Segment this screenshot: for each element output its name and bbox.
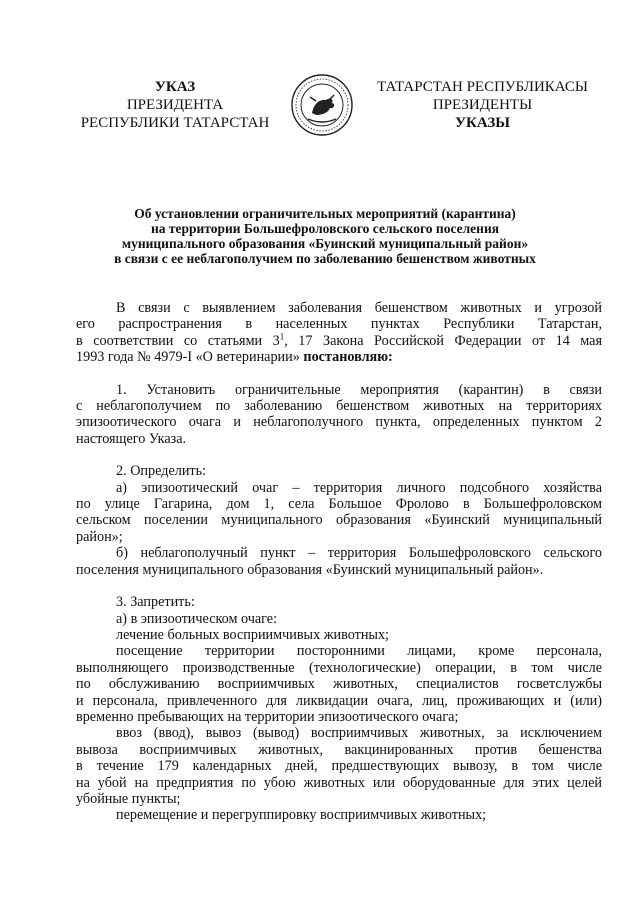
text-line: перемещение и перегруппировку восприимчивых животных; [116, 807, 487, 824]
title-line: на территории Большефроловского сельского поселения [150, 221, 500, 236]
header-left-line-1: УКАЗ [154, 79, 196, 95]
text-line: а) в эпизоотическом очаге: [116, 610, 278, 627]
text-line: сельском поселении муниципального образования «Буинский муниципальный [76, 512, 602, 529]
text-line: поселения муниципального образования «Буинский муниципальный район». [76, 561, 544, 578]
text-line: район»; [76, 528, 123, 545]
text-line: на убой на предприятия по убою животных или оборудованные для этих целей [76, 774, 602, 791]
decree-verb: постановляю: [303, 349, 393, 366]
text-line: по улице Гагарина, дом 1, села Большое Фролово в Большефроловском [76, 496, 602, 513]
text-line: и персонала, привлеченного для ликвидации очага, лиц, проживающих и (или) [76, 692, 602, 709]
text-line: убойные пункты; [76, 790, 181, 807]
tatarstan-coat-of-arms-icon [290, 73, 354, 137]
text-line: его распространения в населенных пунктах Республики Татарстан, [76, 316, 602, 333]
title-line: в связи с ее неблагополучием по заболеванию бешенством животных [114, 251, 536, 266]
text-line: вывоза восприимчивых животных, вакцинированных против бешенства [76, 741, 602, 758]
text-line: б) неблагополучный пункт – территория Большефроловского сельского [116, 545, 602, 562]
preamble-paragraph [76, 300, 602, 366]
decree-title [60, 206, 590, 266]
header-left-line-3: РЕСПУБЛИКИ ТАТАРСТАН [80, 115, 270, 131]
header-right-line-2: ПРЕЗИДЕНТЫ [432, 97, 533, 113]
text-line: временно пребывающих на территории эпизоотического очага; [76, 708, 459, 725]
item-1-paragraph [76, 382, 602, 448]
title-line: муниципального образования «Буинский муниципальный район» [121, 236, 529, 251]
title-line: Об установлении ограничительных мероприятий (карантина) [134, 206, 516, 221]
item-3-heading: 3. Запретить: [116, 594, 195, 611]
text-line: В связи с выявлением заболевания бешенством животных и угрозой [116, 300, 602, 316]
text-line: 1. Установить ограничительные мероприятия (карантин) в связи [116, 381, 602, 398]
text-line: 1993 года № 4979-I «О ветеринарии» постановляю: [76, 349, 393, 366]
text-line: выполняющего производственные (технологические) операции, в том числе [76, 659, 602, 676]
item-3-paragraph [76, 594, 602, 824]
text-line: ввоз (ввод), вывоз (вывод) восприимчивых животных, за исключением [116, 725, 602, 742]
text-line: настоящего Указа. [76, 430, 187, 447]
text-line: по обслуживанию восприимчивых животных, специалистов госветслужбы [76, 676, 602, 693]
decree-header [0, 78, 640, 148]
text-line: в течение 179 календарных дней, предшествующих вывозу, в том числе [76, 758, 602, 775]
text-line: с неблагополучием по заболеванию бешенством животных на территориях [76, 398, 602, 415]
superscript: 1 [279, 331, 285, 342]
header-right-tatar [360, 78, 605, 132]
text-line: в соответствии со статьями $3^1$, 17 Закона Российской Федерации от 14 мая [76, 331, 603, 349]
decree-body [76, 300, 602, 824]
header-right-line-3: УКАЗЫ [455, 115, 510, 131]
text-line: эпизоотического очага и неблагополучного пункта, определенных пунктом 2 [76, 414, 602, 431]
text-line: а) эпизоотический очаг – территория личного подсобного хозяйства [116, 479, 602, 496]
text-line: лечение больных восприимчивых животных; [116, 626, 389, 643]
header-left-russian [70, 78, 280, 132]
item-2-paragraph [76, 463, 602, 578]
item-2-heading: 2. Определить: [116, 463, 207, 480]
header-left-line-2: ПРЕЗИДЕНТА [126, 97, 224, 113]
header-right-line-1: ТАТАРСТАН РЕСПУБЛИКАСЫ [377, 79, 588, 95]
text-line: посещение территории посторонними лицами, кроме персонала, [116, 643, 602, 660]
